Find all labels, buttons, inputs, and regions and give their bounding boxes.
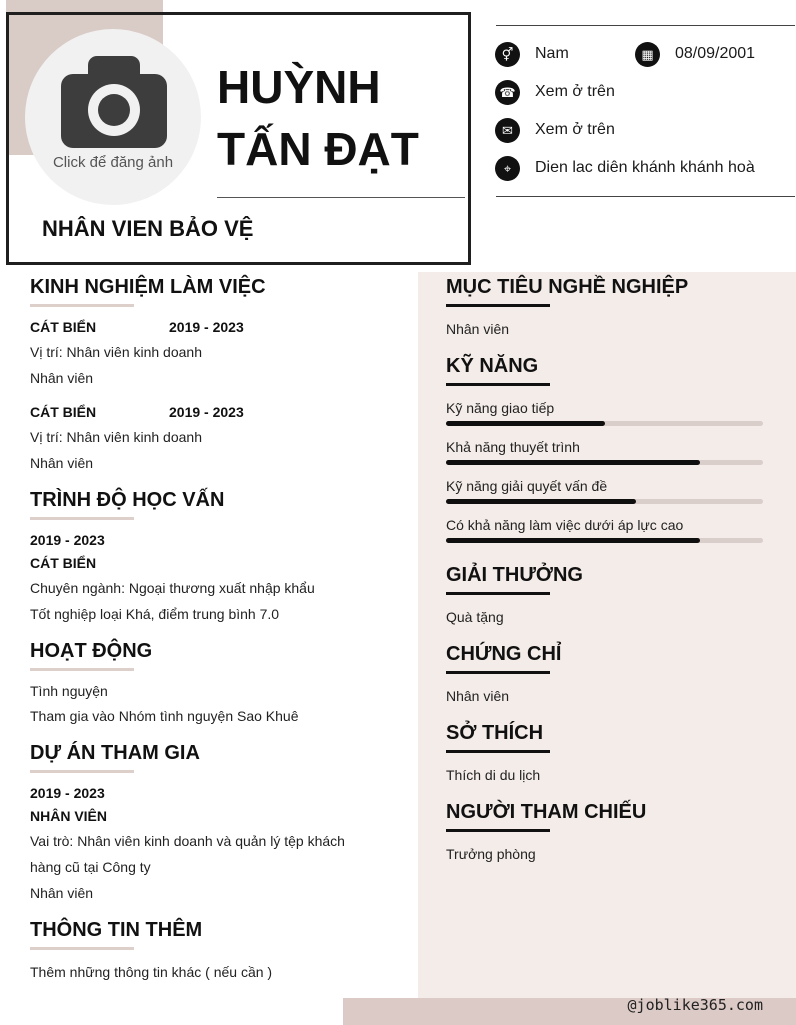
skill-bar-fill bbox=[446, 499, 636, 504]
activities-line: Tham gia vào Nhóm tình nguyện Sao Khuê bbox=[30, 708, 299, 724]
name-line-1: HUỲNH bbox=[217, 61, 381, 113]
header-divider bbox=[217, 197, 465, 198]
objective-heading: MỤC TIÊU NGHỀ NGHIỆP bbox=[446, 276, 689, 298]
skill-bar bbox=[446, 460, 763, 465]
awards-text: Quà tặng bbox=[446, 609, 504, 625]
envelope-icon: ✉ bbox=[495, 118, 520, 143]
awards-underline bbox=[446, 592, 550, 595]
photo-upload-caption[interactable]: Click để đăng ảnh bbox=[52, 154, 174, 171]
hobbies-heading: SỞ THÍCH bbox=[446, 722, 544, 744]
experience-heading: KINH NGHIỆM LÀM VIỆC bbox=[30, 276, 266, 298]
awards-heading: GIẢI THƯỞNG bbox=[446, 564, 583, 586]
calendar-icon: ▦ bbox=[635, 42, 660, 67]
certificates-underline bbox=[446, 671, 550, 674]
projects-underline bbox=[30, 770, 134, 773]
contact-bottom-divider bbox=[496, 196, 795, 197]
projects-role: Vai trò: Nhân viên kinh doanh và quản lý tệp khách bbox=[30, 833, 345, 849]
skill-bar-fill bbox=[446, 538, 700, 543]
extra-info-text: Thêm những thông tin khác ( nếu cần ) bbox=[30, 964, 273, 980]
skills-underline bbox=[446, 383, 550, 386]
projects-role-title: NHÂN VIÊN bbox=[30, 808, 108, 824]
activities-heading: HOẠT ĐỘNG bbox=[30, 640, 153, 662]
education-result: Tốt nghiệp loại Khá, điểm trung bình 7.0 bbox=[30, 606, 280, 622]
experience-underline bbox=[30, 304, 134, 307]
candidate-name bbox=[217, 56, 462, 180]
experience-period: 2019 - 2023 bbox=[169, 404, 244, 420]
education-major: Chuyên ngành: Ngoại thương xuất nhập khẩu bbox=[30, 580, 315, 596]
watermark-text: @joblike365.com bbox=[627, 996, 763, 1014]
references-heading: NGƯỜI THAM CHIẾU bbox=[446, 801, 647, 823]
gender-icon: ⚥ bbox=[495, 42, 520, 67]
skills-heading: KỸ NĂNG bbox=[446, 355, 539, 377]
address-value: Dien lac diên khánh khánh hoà bbox=[535, 159, 755, 176]
skill-label: Có khả năng làm việc dưới áp lực cao bbox=[446, 517, 684, 533]
contact-top-divider bbox=[496, 25, 795, 26]
extra-info-heading: THÔNG TIN THÊM bbox=[30, 919, 203, 941]
skill-label: Kỹ năng giao tiếp bbox=[446, 400, 555, 416]
birthdate-value: 08/09/2001 bbox=[675, 45, 756, 62]
skill-bar bbox=[446, 538, 763, 543]
hobbies-text: Thích di du lịch bbox=[446, 767, 541, 783]
education-underline bbox=[30, 517, 134, 520]
location-pin-icon: ⌖ bbox=[495, 156, 520, 181]
projects-heading: DỰ ÁN THAM GIA bbox=[30, 742, 200, 764]
experience-position: Vị trí: Nhân viên kinh doanh bbox=[30, 344, 202, 360]
name-line-2: TẤN ĐẠT bbox=[217, 123, 419, 175]
experience-desc: Nhân viên bbox=[30, 370, 94, 386]
skill-bar bbox=[446, 499, 763, 504]
activities-line: Tình nguyện bbox=[30, 683, 108, 699]
skill-label: Khả năng thuyết trình bbox=[446, 439, 580, 455]
education-school: CÁT BIỂN bbox=[30, 555, 97, 571]
hobbies-underline bbox=[446, 750, 550, 753]
certificates-text: Nhân viên bbox=[446, 688, 510, 704]
references-underline bbox=[446, 829, 550, 832]
education-heading: TRÌNH ĐỘ HỌC VẤN bbox=[30, 489, 225, 511]
references-text: Trưởng phòng bbox=[446, 846, 536, 862]
gender-value: Nam bbox=[535, 45, 569, 62]
extra-info-underline bbox=[30, 947, 134, 950]
objective-underline bbox=[446, 304, 550, 307]
experience-position: Vị trí: Nhân viên kinh doanh bbox=[30, 429, 202, 445]
phone-value: Xem ở trên bbox=[535, 83, 615, 100]
experience-period: 2019 - 2023 bbox=[169, 319, 244, 335]
experience-company: CÁT BIỂN bbox=[30, 404, 97, 420]
projects-role: hàng cũ tại Công ty bbox=[30, 859, 151, 875]
activities-underline bbox=[30, 668, 134, 671]
right-column-panel bbox=[418, 272, 796, 998]
skill-bar bbox=[446, 421, 763, 426]
experience-desc: Nhân viên bbox=[30, 455, 94, 471]
skill-label: Kỹ năng giải quyết vấn đề bbox=[446, 478, 608, 494]
projects-desc: Nhân viên bbox=[30, 885, 94, 901]
certificates-heading: CHỨNG CHỈ bbox=[446, 643, 562, 665]
phone-icon: ☎ bbox=[495, 80, 520, 105]
email-value: Xem ở trên bbox=[535, 121, 615, 138]
experience-company: CÁT BIỂN bbox=[30, 319, 97, 335]
skill-bar-fill bbox=[446, 460, 700, 465]
education-period: 2019 - 2023 bbox=[30, 532, 105, 548]
skill-bar-fill bbox=[446, 421, 605, 426]
objective-text: Nhân viên bbox=[446, 321, 510, 337]
projects-period: 2019 - 2023 bbox=[30, 785, 105, 801]
job-title: NHÂN VIEN BẢO VỆ bbox=[42, 216, 254, 241]
